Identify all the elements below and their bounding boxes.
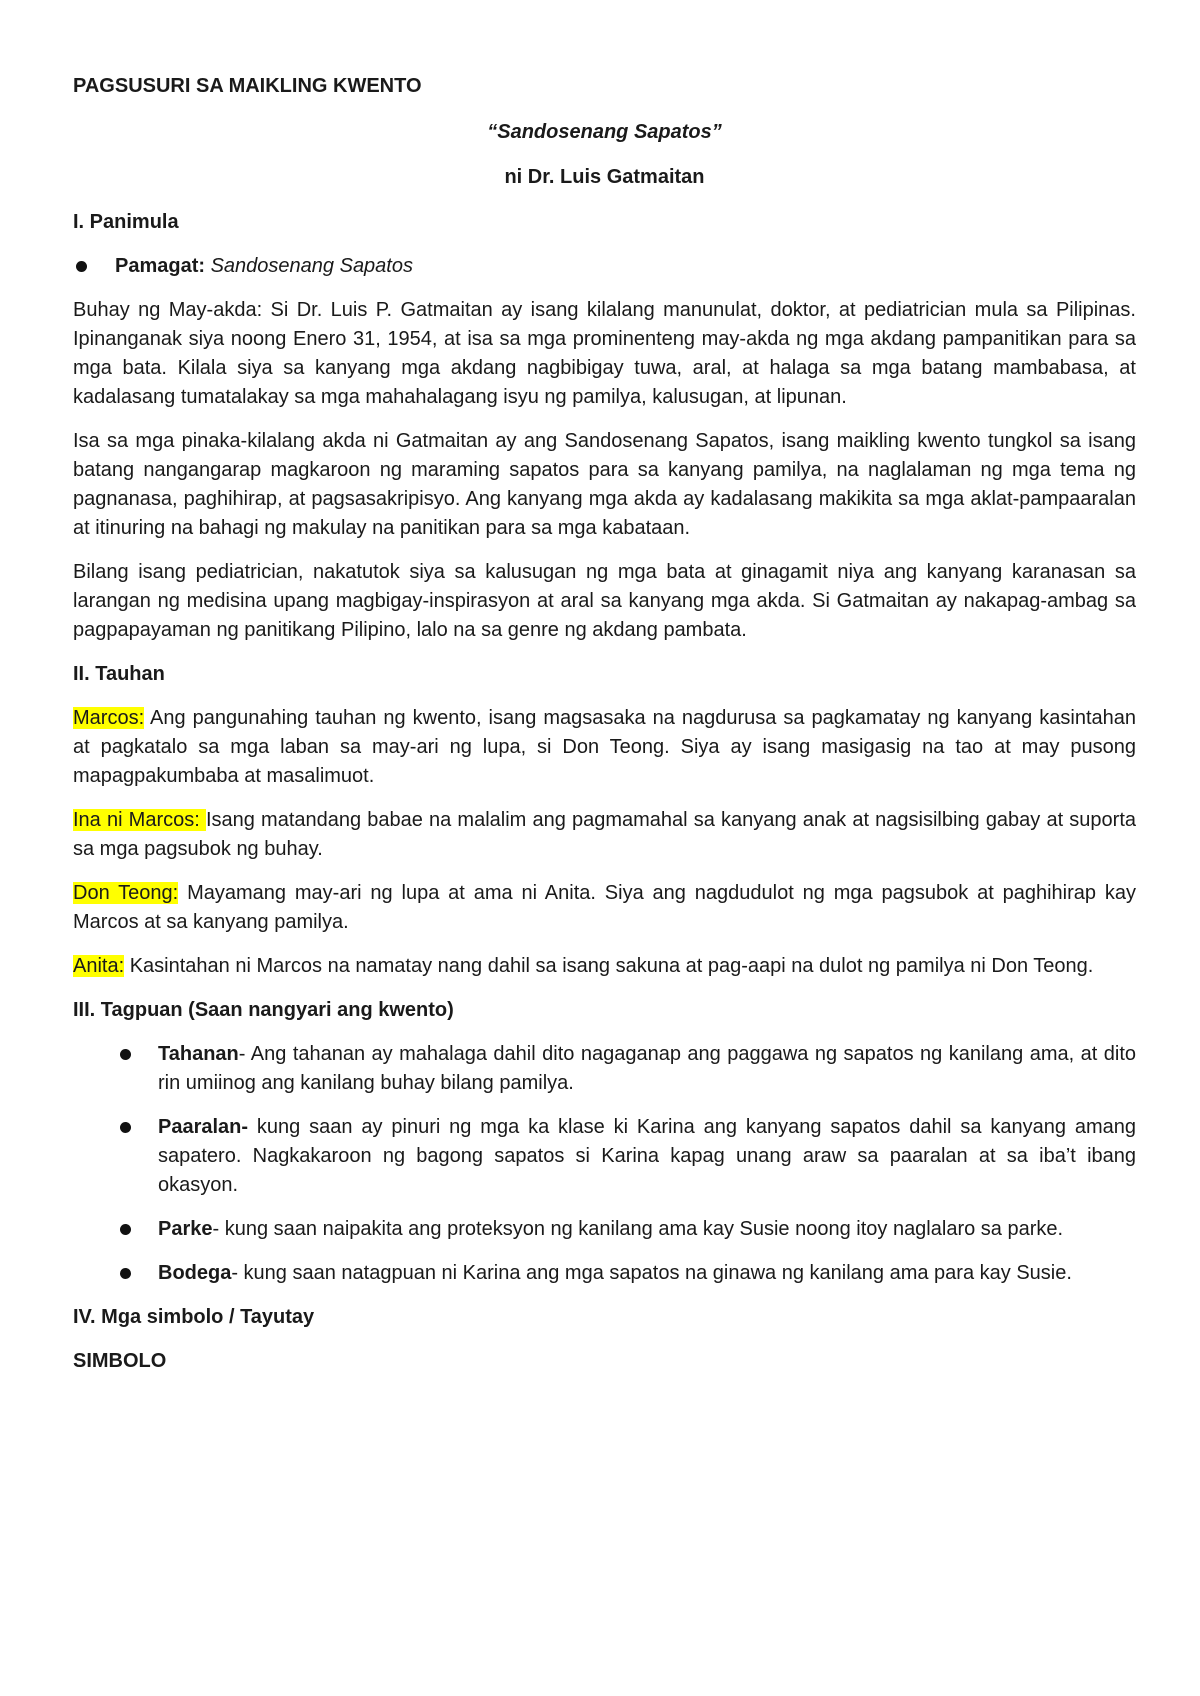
section-heading-tauhan: II. Tauhan [73,663,165,685]
pediatrician-paragraph: Bilang isang pediatrician, nakatutok siya sa kalusugan ng mga bata at ginagamit niya ang kanyang karanasan sa larangan ng medisina upang magbigay-inspirasyon at aral sa kanyang mga akda. Si Gatmaitan ay nakapag-ambag sa pagpapayaman ng panitikang Pilipino, lalo na sa genre ng akdang pambata. [73,561,1136,641]
setting-description: - kung saan natagpuan ni Karina ang mga sapatos na ginawa ng kanilang ama para kay Susie. [231,1262,1072,1284]
character-name: Don Teong: [73,882,179,904]
character-description: Kasintahan ni Marcos na namatay nang dahil sa isang sakuna at pag-aapi na dulot ng pamilya ni Don Teong. [124,955,1094,977]
author-line: ni Dr. Luis Gatmaitan [504,166,705,188]
setting-item [73,1113,1136,1200]
author-biography-paragraph: Buhay ng May-akda: Si Dr. Luis P. Gatmaitan ay isang kilalang manunulat, doktor, at pediatrician mula sa Pilipinas. Ipinanganak siya noong Enero 31, 1954, at isa sa mga prominenteng may-akda ng mga akdang pampanitikan para sa mga bata. Kilala siya sa kanyang mga akdang nagbibigay tuwa, aral, at halaga sa mga batang mambabasa, at kadalasang tumatalakay sa mga mahahalagang isyu ng pamilya, kalusugan, at lipunan. [73,299,1136,408]
title-bullet [73,252,1136,281]
title-value: Sandosenang Sapatos [210,255,413,277]
subheading-simbolo: SIMBOLO [73,1350,167,1372]
title-label: Pamagat: [115,255,206,277]
notable-work-paragraph: Isa sa mga pinaka-kilalang akda ni Gatmaitan ay ang Sandosenang Sapatos, isang maikling kwento tungkol sa isang batang nangangarap magkaroon ng maraming sapatos para sa kanyang pamilya, na naglalaman ng mga tema ng pagnanasa, paghihirap, at pagsasakripisyo. Ang kanyang mga akda ay kadalasang makikita sa mga aklat-pampaaralan at itinuring na bahagi ng makulay na panitikan para sa mga kabataan. [73,430,1136,539]
setting-item [73,1259,1136,1288]
setting-term: Tahanan [158,1043,239,1065]
setting-item [73,1215,1136,1244]
setting-term: Parke [158,1218,213,1240]
story-title: “Sandosenang Sapatos” [487,121,722,143]
character-description: Isang matandang babae na malalim ang pagmamahal sa kanyang anak at nagsisilbing gabay at suporta sa mga pagsubok ng buhay. [73,809,1136,860]
character-description: Mayamang may-ari ng lupa at ama ni Anita. Siya ang nagdudulot ng mga pagsubok at paghihirap kay Marcos at sa kanyang pamilya. [73,882,1136,933]
bullet-dot-icon [120,1224,131,1235]
section-heading-simbolo-tayutay: IV. Mga simbolo / Tayutay [73,1306,315,1328]
character-entry [73,879,1136,937]
character-name: Ina ni Marcos: [73,809,206,831]
character-description: Ang pangunahing tauhan ng kwento, isang magsasaka na nagdurusa sa pagkamatay ng kanyang kasintahan at pagkatalo sa mga laban sa may-ari ng lupa, si Don Teong. Siya ay isang masigasig na tao at may pusong mapagpakumbaba at masalimuot. [73,707,1136,787]
setting-description: - Ang tahanan ay mahalaga dahil dito nagaganap ang paggawa ng sapatos ng kanilang ama, at dito rin umiinog ang kanilang buhay bilang pamilya. [158,1043,1136,1094]
document-page [73,72,1136,1391]
bullet-dot-icon [76,261,87,272]
character-entry [73,806,1136,864]
setting-description: - kung saan naipakita ang proteksyon ng kanilang ama kay Susie noong itoy naglalaro sa parke. [212,1218,1064,1240]
setting-description: kung saan ay pinuri ng mga ka klase ki Karina ang kanyang sapatos dahil sa kanyang amang sapatero. Nagkakaroon ng bagong sapatos si Karina kapag unang araw sa paaralan at sa iba’t ibang okasyon. [158,1116,1136,1196]
setting-item [73,1040,1136,1098]
document-heading: PAGSUSURI SA MAIKLING KWENTO [73,75,422,97]
bullet-dot-icon [120,1268,131,1279]
setting-term: Paaralan- [158,1116,249,1138]
character-entry [73,704,1136,791]
setting-list [73,1040,1136,1288]
character-name: Anita: [73,955,125,977]
setting-term: Bodega [158,1262,232,1284]
section-heading-panimula: I. Panimula [73,211,179,233]
character-entry [73,952,1136,981]
bullet-dot-icon [120,1049,131,1060]
bullet-dot-icon [120,1122,131,1133]
section-heading-tagpuan: III. Tagpuan (Saan nangyari ang kwento) [73,999,454,1021]
character-name: Marcos: [73,707,145,729]
